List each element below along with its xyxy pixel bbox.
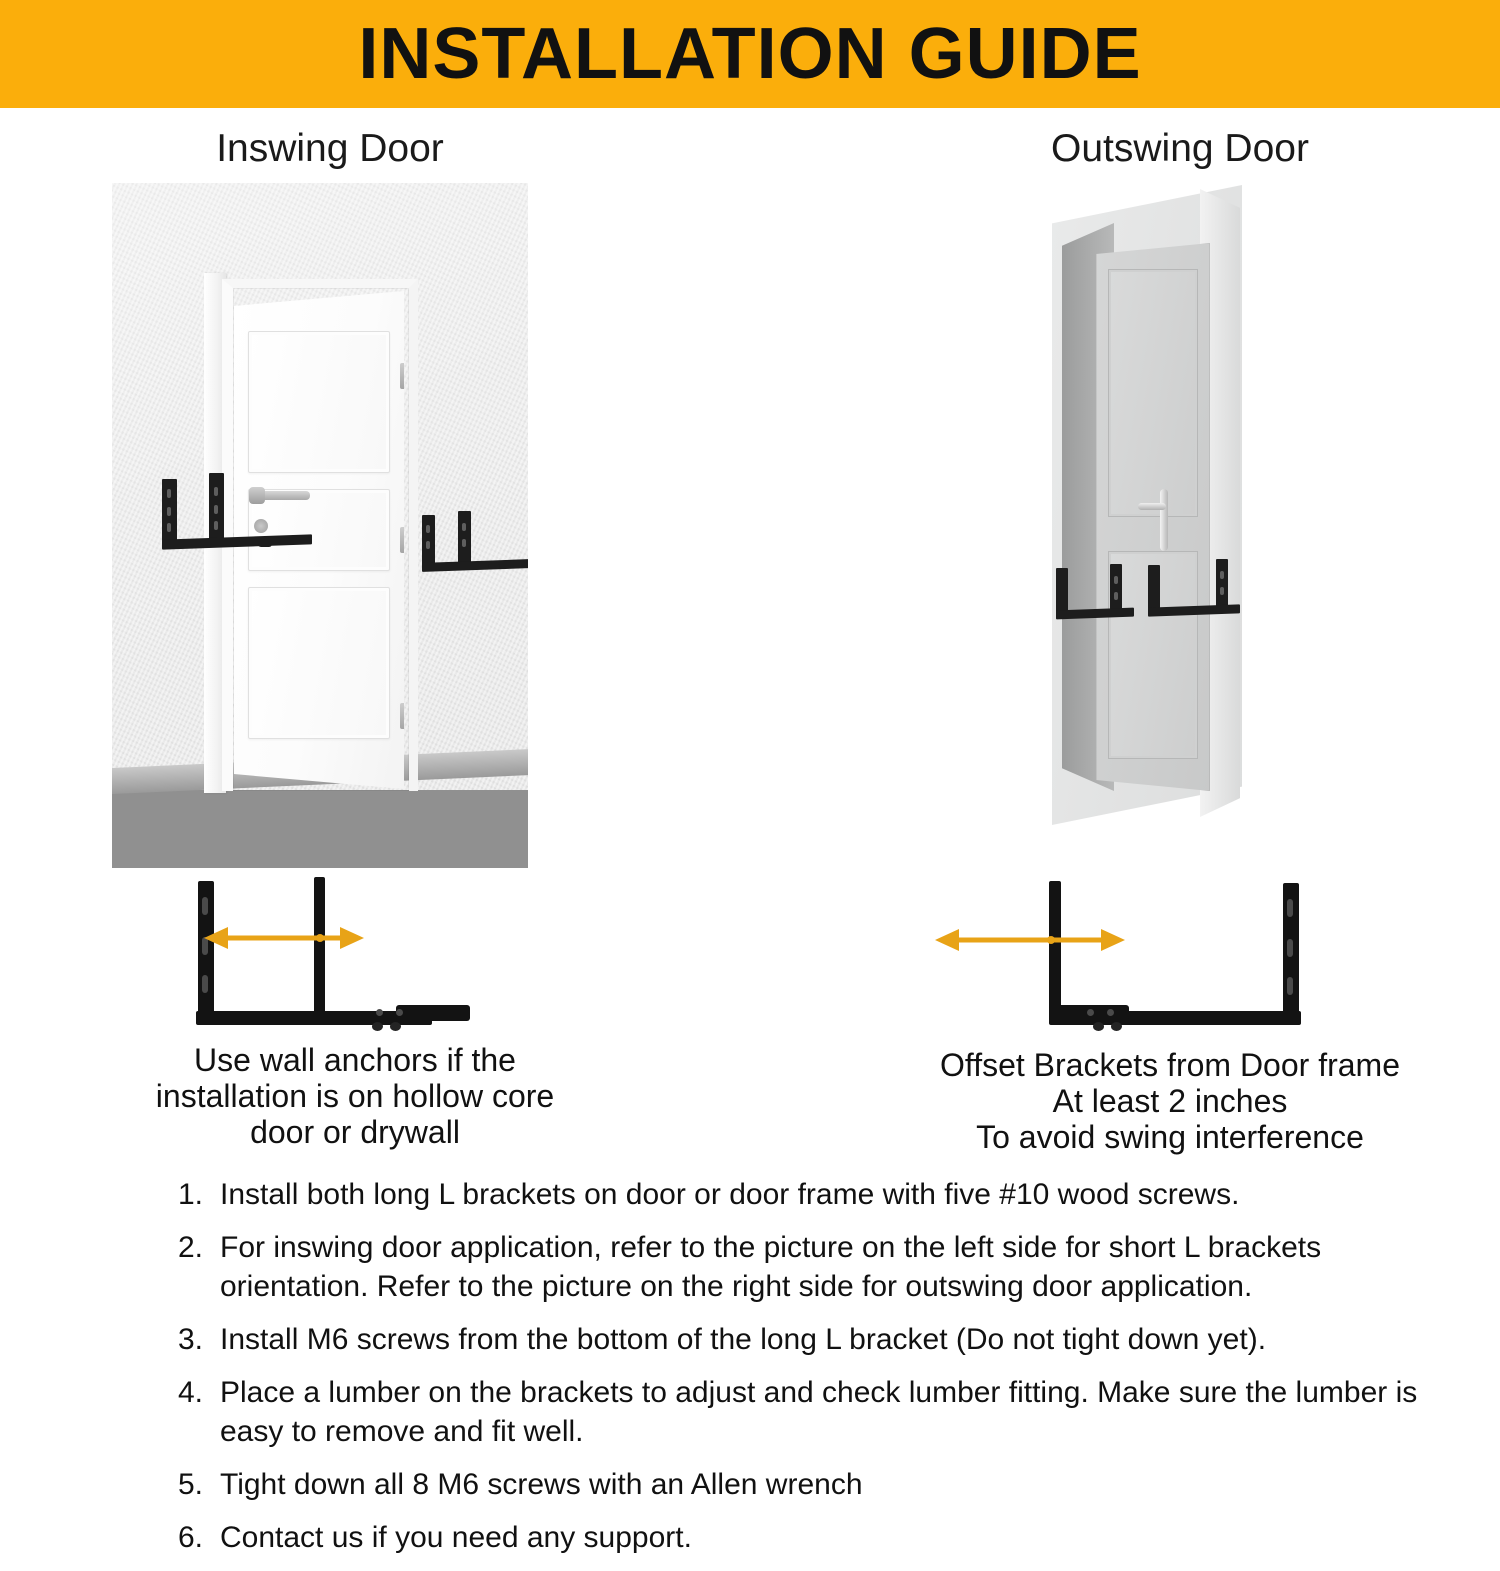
door-panel-top: [248, 331, 390, 473]
m6-screw: [1093, 1022, 1104, 1031]
screw-hole: [396, 1009, 403, 1016]
door-handle: [1160, 489, 1168, 551]
step-number: 3.: [178, 1323, 204, 1356]
step-text: Tight down all 8 M6 screws with an Allen wrench: [220, 1468, 863, 1501]
m6-screw: [372, 1022, 383, 1031]
door-leaf: [1096, 243, 1210, 791]
outswing-door-photo: [1000, 175, 1320, 865]
inswing-door-photo: [112, 183, 528, 868]
caption-inswing: [105, 1043, 605, 1150]
instruction-step: [178, 1373, 1428, 1451]
step-number: 5.: [178, 1468, 204, 1501]
wall-bracket-left: [162, 479, 312, 557]
step-text: Place a lumber on the brackets to adjust and check lumber fitting. Make sure the lumber is easy to remove and fit well.: [220, 1376, 1418, 1448]
bracket-diagram-inswing: [190, 875, 510, 1040]
caption-line: installation is on hollow core: [155, 1077, 555, 1114]
step-text: Contact us if you need any support.: [220, 1521, 692, 1554]
caption-line: door or drywall: [250, 1113, 460, 1150]
section-title-outswing: Outswing Door: [1051, 127, 1309, 170]
instruction-step: [178, 1175, 1428, 1214]
instruction-step: [178, 1228, 1428, 1306]
door-bracket-right: [1148, 563, 1240, 621]
screw-hole: [1087, 1009, 1094, 1016]
bracket-slot: [202, 897, 208, 915]
bracket-diagram-outswing: [945, 875, 1335, 1040]
header-banner: [0, 0, 1500, 108]
screw-hole: [1107, 1009, 1114, 1016]
m6-screw: [1111, 1022, 1122, 1031]
instruction-step: [178, 1320, 1428, 1359]
wall-bracket-right: [422, 511, 528, 575]
page-title: INSTALLATION GUIDE: [358, 14, 1142, 94]
door-panel-top: [1108, 269, 1198, 517]
step-text: Install M6 screws from the bottom of the long L bracket (Do not tight down yet).: [220, 1323, 1267, 1356]
caption-line: At least 2 inches: [1052, 1082, 1288, 1119]
adjustment-arrow-icon: [204, 923, 364, 953]
step-number: 6.: [178, 1521, 204, 1554]
caption-line: To avoid swing interference: [976, 1118, 1364, 1155]
door-panel-bottom: [248, 587, 390, 739]
instruction-list: [178, 1175, 1428, 1571]
screw-hole: [376, 1009, 383, 1016]
step-number: 4.: [178, 1376, 204, 1409]
caption-line: Use wall anchors if the: [194, 1042, 516, 1078]
section-title-inswing: Inswing Door: [216, 127, 444, 170]
bracket-slot: [1287, 977, 1293, 995]
step-text: Install both long L brackets on door or door frame with five #10 wood screws.: [220, 1178, 1240, 1211]
instruction-step: [178, 1465, 1428, 1504]
bracket-slot: [202, 975, 208, 993]
step-number: 1.: [178, 1178, 204, 1211]
step-number: 2.: [178, 1231, 204, 1264]
m6-screw: [390, 1022, 401, 1031]
caption-outswing: [905, 1048, 1435, 1155]
bracket-slot: [1287, 939, 1293, 957]
step-text: For inswing door application, refer to the picture on the left side for short L brackets orientation. Refer to the picture on the right side for outswing door application.: [220, 1231, 1322, 1303]
bracket-extension-plate: [396, 1005, 470, 1021]
floor-surface: [112, 790, 528, 868]
bracket-slot: [1287, 899, 1293, 917]
door-bracket-left: [1056, 568, 1134, 623]
instruction-step: [178, 1518, 1428, 1557]
adjustment-arrow-icon: [935, 925, 1125, 955]
caption-line: Offset Brackets from Door frame: [940, 1047, 1400, 1083]
